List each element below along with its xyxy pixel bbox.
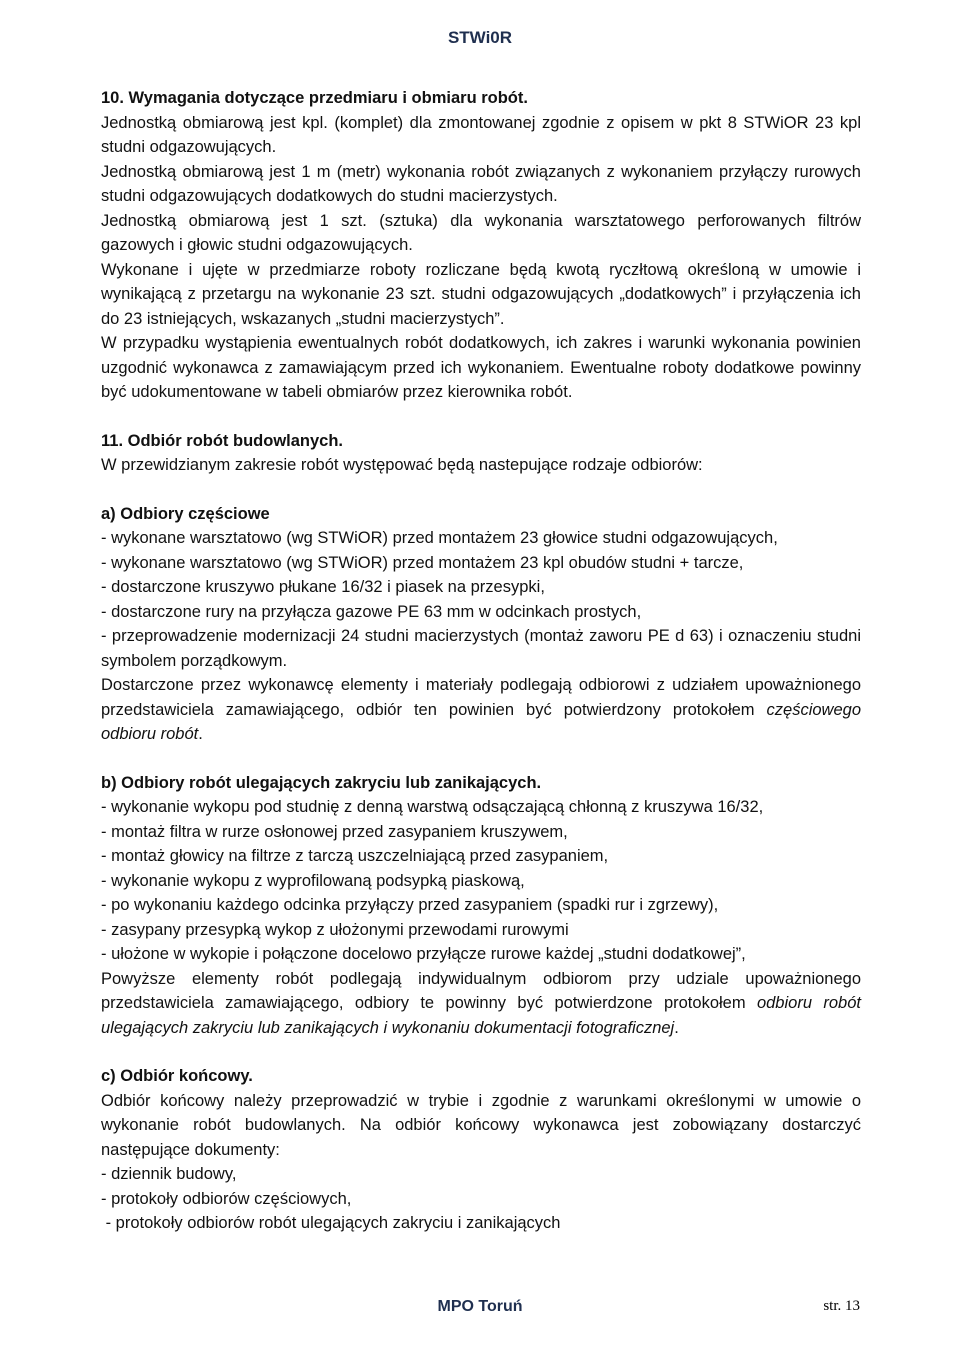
section-b-heading: b) Odbiory robót ulegających zakryciu lub zanikających.: [101, 773, 542, 792]
section-11-intro: W przewidzianym zakresie robót występować będą nastepujące rodzaje odbiorów:: [101, 456, 703, 474]
section-b-item: - zasypany przesypką wykop z ułożonymi przewodami rurowymi: [101, 920, 569, 939]
footer-page-number: str. 13: [823, 1298, 860, 1314]
section-a-item: - wykonane warsztatowo (wg STWiOR) przed montażem 23 kpl obudów studni + tarcze,: [101, 553, 744, 572]
section-a-item: - dostarczone rury na przyłącza gazowe PE 63 mm w odcinkach prostych,: [101, 602, 642, 621]
section-b-closing-text: Powyższe elementy robót podlegają indywidualnym odbiorom przy udziale upoważnionego przedstawiciela zamawiającego, odbiory te powinny być potwierdzone protokołem: [101, 969, 861, 1012]
section-a-item: - przeprowadzenie modernizacji 24 studni macierzystych (montaż zaworu PE d 63) i oznaczeniu studni symbolem porządkowym.: [101, 627, 861, 670]
section-a-item: - dostarczone kruszywo płukane 16/32 i piasek na przesypki,: [101, 578, 545, 596]
section-10-paragraph-3: Jednostką obmiarową jest 1 szt. (sztuka) dla wykonania warsztatowego perforowanych filtrów gazowych i głowic studni odgazowujących.: [101, 211, 861, 254]
section-b-item: - wykonanie wykopu pod studnię z denną warstwą odsączającą chłonną z kruszywa 16/32,: [101, 798, 764, 816]
section-b-item: - montaż filtra w rurze osłonowej przed zasypaniem kruszywem,: [101, 822, 568, 841]
section-a-closing-italic: częściowego odbioru robót: [101, 700, 861, 743]
page-footer: [0, 1298, 960, 1322]
section-c-item: - dziennik budowy,: [101, 1165, 237, 1183]
section-c-item: - protokoły odbiorów częściowych,: [101, 1189, 352, 1208]
section-10-paragraph-1: Jednostką obmiarową jest kpl. (komplet) dla zmontowanej zgodnie z opisem w pkt 8 STWiOR 23 kpl studni odgazowujących.: [101, 113, 861, 156]
section-10-paragraph-4: Wykonane i ujęte w przedmiarze roboty rozliczane będą kwotą ryczłtową określoną w umowie i wynikającą z przetargu na wykonanie 23 szt. studni odgazowujących „dodatkowych” i przyłączenia ich do 23 istniejących, wskazanych „studni macierzystych”.: [101, 260, 861, 328]
section-c-paragraph: Odbiór końcowy należy przeprowadzić w trybie i zgodnie z warunkami określonymi w umowie o wykonanie robót budowlanych. Na odbiór końcowy wykonawca jest zobowiązany dostarczyć następujące dokumenty:: [101, 1091, 861, 1159]
footer-organization: MPO Toruń: [437, 1298, 523, 1315]
section-10-paragraph-2: Jednostką obmiarową jest 1 m (metr) wykonania robót związanych z wykonaniem przyłączy rurowych studni odgazowujących dodatkowych do studni macierzystych.: [101, 162, 861, 205]
section-a-closing-end: .: [198, 725, 203, 743]
section-a-closing: [101, 673, 861, 747]
section-c-item: - protokoły odbiorów robót ulegających zakryciu i zanikających: [101, 1214, 561, 1232]
section-a-heading: a) Odbiory częściowe: [101, 504, 270, 523]
section-b-item: - po wykonaniu każdego odcinka przyłączy przed zasypaniem (spadki rur i zgrzewy),: [101, 896, 719, 914]
section-c-heading: c) Odbiór końcowy.: [101, 1067, 253, 1085]
section-b-item: - montaż głowicy na filtrze z tarczą uszczelniającą przed zasypaniem,: [101, 847, 609, 865]
section-b-closing-italic: odbioru robót ulegających zakryciu lub zanikających i wykonaniu dokumentacji fotograficznej: [101, 994, 861, 1037]
document-body: [101, 86, 861, 1236]
section-b-item: - ułożone w wykopie i połączone docelowo przyłącze rurowe każdej „studni dodatkowej”,: [101, 945, 746, 963]
section-b-item: - wykonanie wykopu z wyprofilowaną podsypką piaskową,: [101, 871, 525, 890]
section-10-paragraph-5: W przypadku wystąpienia ewentualnych robót dodatkowych, ich zakres i warunki wykonania powinien uzgodnić wykonawca z zamawiającym przed ich wykonaniem. Ewentualne roboty dodatkowe powinny być udokumentowane w tabeli obmiarów przez kierownika robót.: [101, 334, 861, 401]
section-b-closing-end: .: [674, 1018, 679, 1037]
section-a-item: - wykonane warsztatowo (wg STWiOR) przed montażem 23 głowice studni odgazowujących,: [101, 529, 778, 547]
section-10-heading: 10. Wymagania dotyczące przedmiaru i obmiaru robót.: [101, 89, 528, 107]
section-b-closing: [101, 967, 861, 1041]
section-a-closing-text: Dostarczone przez wykonawcę elementy i materiały podlegają odbiorowi z udziałem upoważnionego przedstawiciela zamawiającego, odbiór ten powinien być potwierdzony protokołem: [101, 676, 861, 719]
section-11-heading: 11. Odbiór robót budowlanych.: [101, 431, 344, 450]
page-header-title: STWi0R: [447, 28, 513, 47]
